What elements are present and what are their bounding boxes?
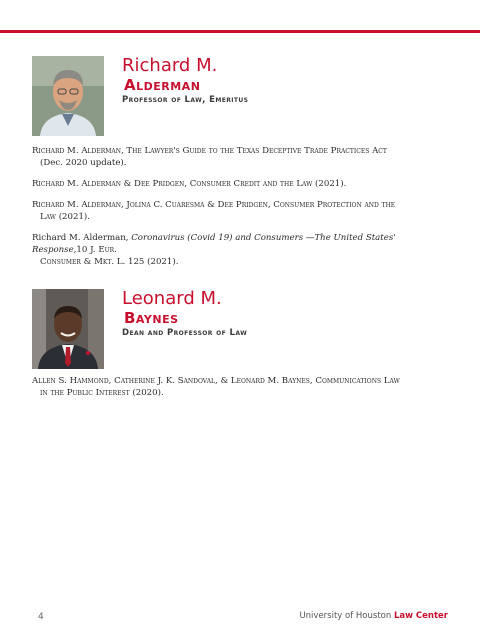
- top-rule: [0, 30, 480, 33]
- portrait-photo-baynes: [32, 289, 104, 369]
- job-title: Professor of Law, Emeritus: [122, 95, 249, 105]
- page-number: 4: [38, 612, 44, 622]
- publication-item: Richard M. Alderman & Dee Pridgen, Consumer Credit and the Law (2021).: [32, 179, 347, 189]
- publication-item: Richard M. Alderman, Coronavirus (Covid 19) and Consumers —The United States' Response,10 J. Eur. Consumer & Mkt. L. 125 (2021).: [32, 233, 396, 267]
- last-name: Alderman: [124, 76, 201, 94]
- last-name: Baynes: [124, 309, 179, 327]
- first-name: Richard M.: [122, 55, 218, 76]
- footer-brand: University of Houston Law Center: [299, 611, 448, 621]
- publication-item: Richard M. Alderman, The Lawyer's Guide to the Texas Deceptive Trade Practices Act (Dec. 2020 update).: [32, 146, 387, 168]
- publication-item: Richard M. Alderman, Jolina C. Cuaresma & Dee Pridgen, Consumer Protection and the Law (2021).: [32, 200, 396, 222]
- profile-heading: [122, 56, 248, 105]
- publication-item: Allen S. Hammond, Catherine J. K. Sandoval, & Leonard M. Baynes, Communications Law in the Public Interest (2020).: [32, 376, 400, 398]
- first-name: Leonard M.: [122, 288, 222, 309]
- job-title: Dean and Professor of Law: [122, 328, 248, 338]
- profile-heading: [122, 289, 247, 338]
- portrait-photo-alderman: [32, 56, 104, 136]
